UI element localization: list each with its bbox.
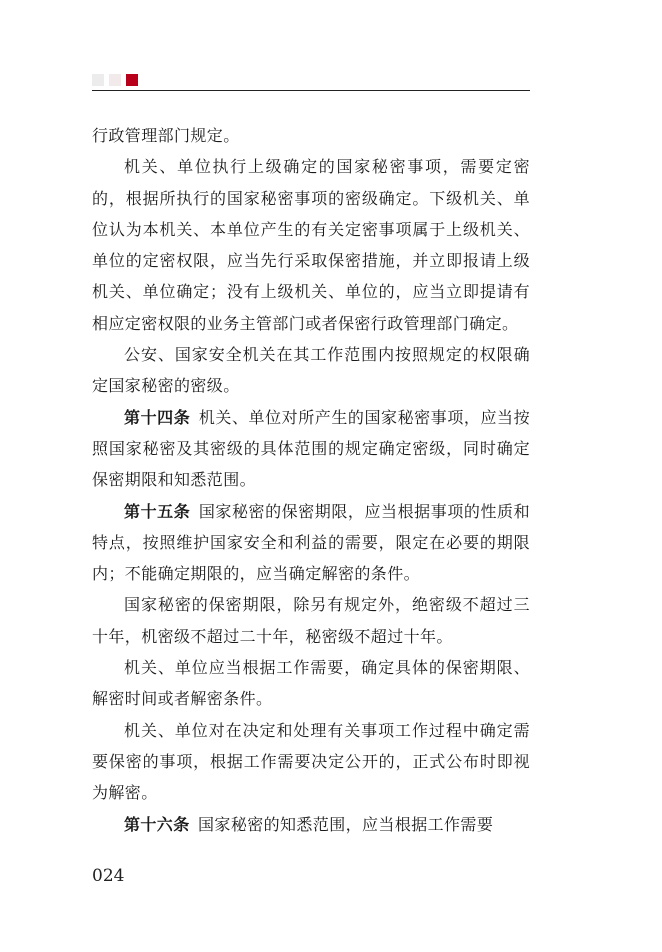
article-16 (92, 809, 530, 840)
paragraph-text: 公安、国家安全机关在其工作范围内按照规定的权限确定国家秘密的密级。 (92, 345, 530, 396)
article-number: 第十四条 (124, 407, 191, 427)
paragraph-3 (92, 339, 530, 402)
header-square-pale (109, 74, 121, 86)
article-15 (92, 496, 530, 590)
paragraph-text: 机关、单位对所产生的国家秘密事项，应当按照国家秘密及其密级的具体范围的规定确定密级，同时确定保密期限和知悉范围。 (92, 407, 530, 490)
paragraph-6 (92, 589, 530, 652)
header-decoration (92, 74, 138, 86)
header-square-light (92, 74, 104, 86)
paragraph-text: 机关、单位对在决定和处理有关事项工作过程中确定需要保密的事项，根据工作需要决定公开的，正式公布时即视为解密。 (92, 720, 530, 803)
paragraph-text: 国家秘密的保密期限，除另有规定外，绝密级不超过三十年，机密级不超过二十年，秘密级不超过十年。 (92, 595, 530, 646)
paragraph-text: 国家秘密的知悉范围，应当根据工作需要 (198, 814, 494, 834)
article-number: 第十五条 (124, 501, 191, 521)
paragraph-7 (92, 652, 530, 715)
paragraph-text: 行政管理部门规定。 (92, 126, 240, 145)
page-number: 024 (92, 866, 125, 886)
paragraph-1 (92, 120, 530, 151)
body-text (92, 120, 530, 840)
paragraph-text: 国家秘密的保密期限，应当根据事项的性质和特点，按照维护国家安全和利益的需要，限定在必要的期限内；不能确定期限的，应当确定解密的条件。 (92, 501, 530, 584)
header-rule (92, 90, 530, 91)
paragraph-8 (92, 715, 530, 809)
paragraph-text: 机关、单位执行上级确定的国家秘密事项，需要定密的，根据所执行的国家秘密事项的密级确定。下级机关、单位认为本机关、本单位产生的有关定密事项属于上级机关、单位的定密权限，应当先行采取保密措施，并立即报请上级机关、单位确定；没有上级机关、单位的，应当立即提请有相应定密权限的业务主管部门或者保密行政管理部门确定。 (92, 157, 530, 333)
paragraph-text: 机关、单位应当根据工作需要，确定具体的保密期限、解密时间或者解密条件。 (92, 658, 530, 709)
article-number: 第十六条 (124, 814, 190, 834)
article-14 (92, 402, 530, 496)
paragraph-2 (92, 151, 530, 339)
header-square-red (126, 74, 138, 86)
